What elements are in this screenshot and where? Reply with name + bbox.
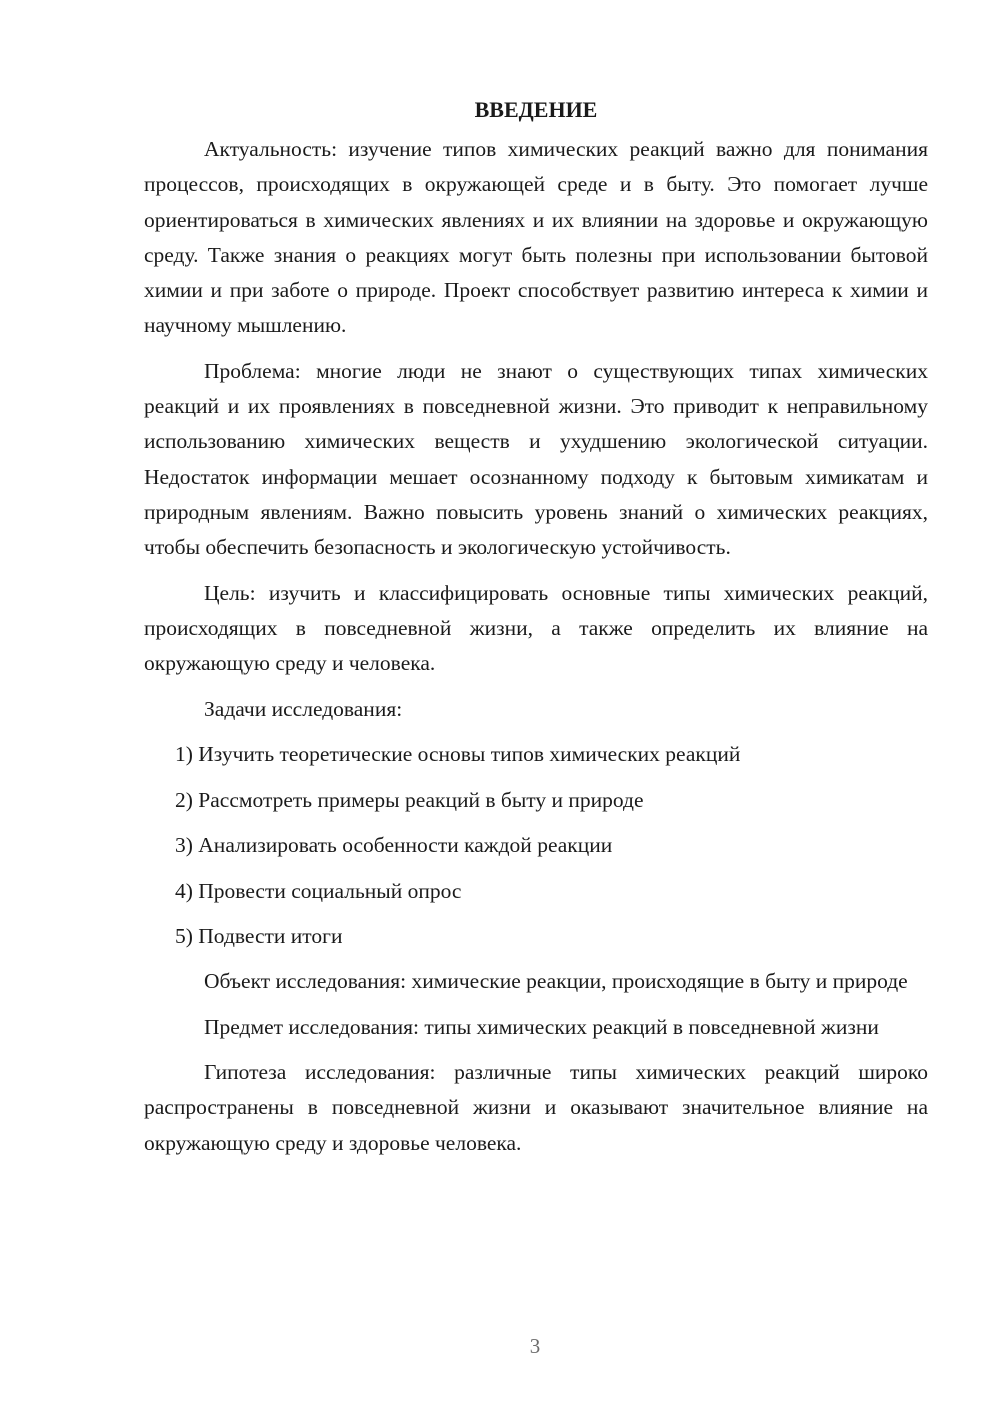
task-item: 4) Провести социальный опрос <box>175 878 462 903</box>
problem-paragraph: Проблема: многие люди не знают о существующих типах химических реакций и их проявлениях в повседневной жизни. Это приводит к неправильному использованию химических веществ и ухудшению экологической ситуации. Недостаток информации мешает осознанному подходу к бытовым химикатам и природным явлениям. Важно повысить уровень знаний о химических реакциях, чтобы обеспечить безопасность и экологическую устойчивость. <box>144 358 928 560</box>
goal-paragraph: Цель: изучить и классифицировать основные типы химических реакций, происходящих в повседневной жизни, а также определить их влияние на окружающую среду и человека. <box>144 580 928 676</box>
task-item: 2) Рассмотреть примеры реакций в быту и природе <box>175 787 644 812</box>
task-item: 3) Анализировать особенности каждой реакции <box>175 833 613 858</box>
page-title: ВВЕДЕНИЕ <box>474 97 598 122</box>
tasks-list <box>144 736 928 954</box>
task-item: 5) Подвести итоги <box>175 924 343 949</box>
page-number: 3 <box>529 1334 541 1358</box>
relevance-paragraph: Актуальность: изучение типов химических реакций важно для понимания процессов, происходящих в окружающей среде и в быту. Это помогает лучше ориентироваться в химических явлениях и их влиянии на здоровье и окружающую среду. Также знания о реакциях могут быть полезны при использовании бытовой химии и при заботе о природе. Проект способствует развитию интереса к химии и научному мышлению. <box>144 137 928 338</box>
subject-paragraph: Предмет исследования: типы химических реакций в повседневной жизни <box>204 1014 879 1039</box>
tasks-heading: Задачи исследования: <box>204 697 403 722</box>
hypothesis-paragraph: Гипотеза исследования: различные типы химических реакций широко распространены в повседневной жизни и оказывают значительное влияние на окружающую среду и здоровье человека. <box>144 1060 928 1155</box>
page-content <box>144 92 928 1171</box>
task-item: 1) Изучить теоретические основы типов химических реакций <box>175 742 741 767</box>
object-paragraph: Объект исследования: химические реакции, происходящие в быту и природе <box>204 969 908 994</box>
